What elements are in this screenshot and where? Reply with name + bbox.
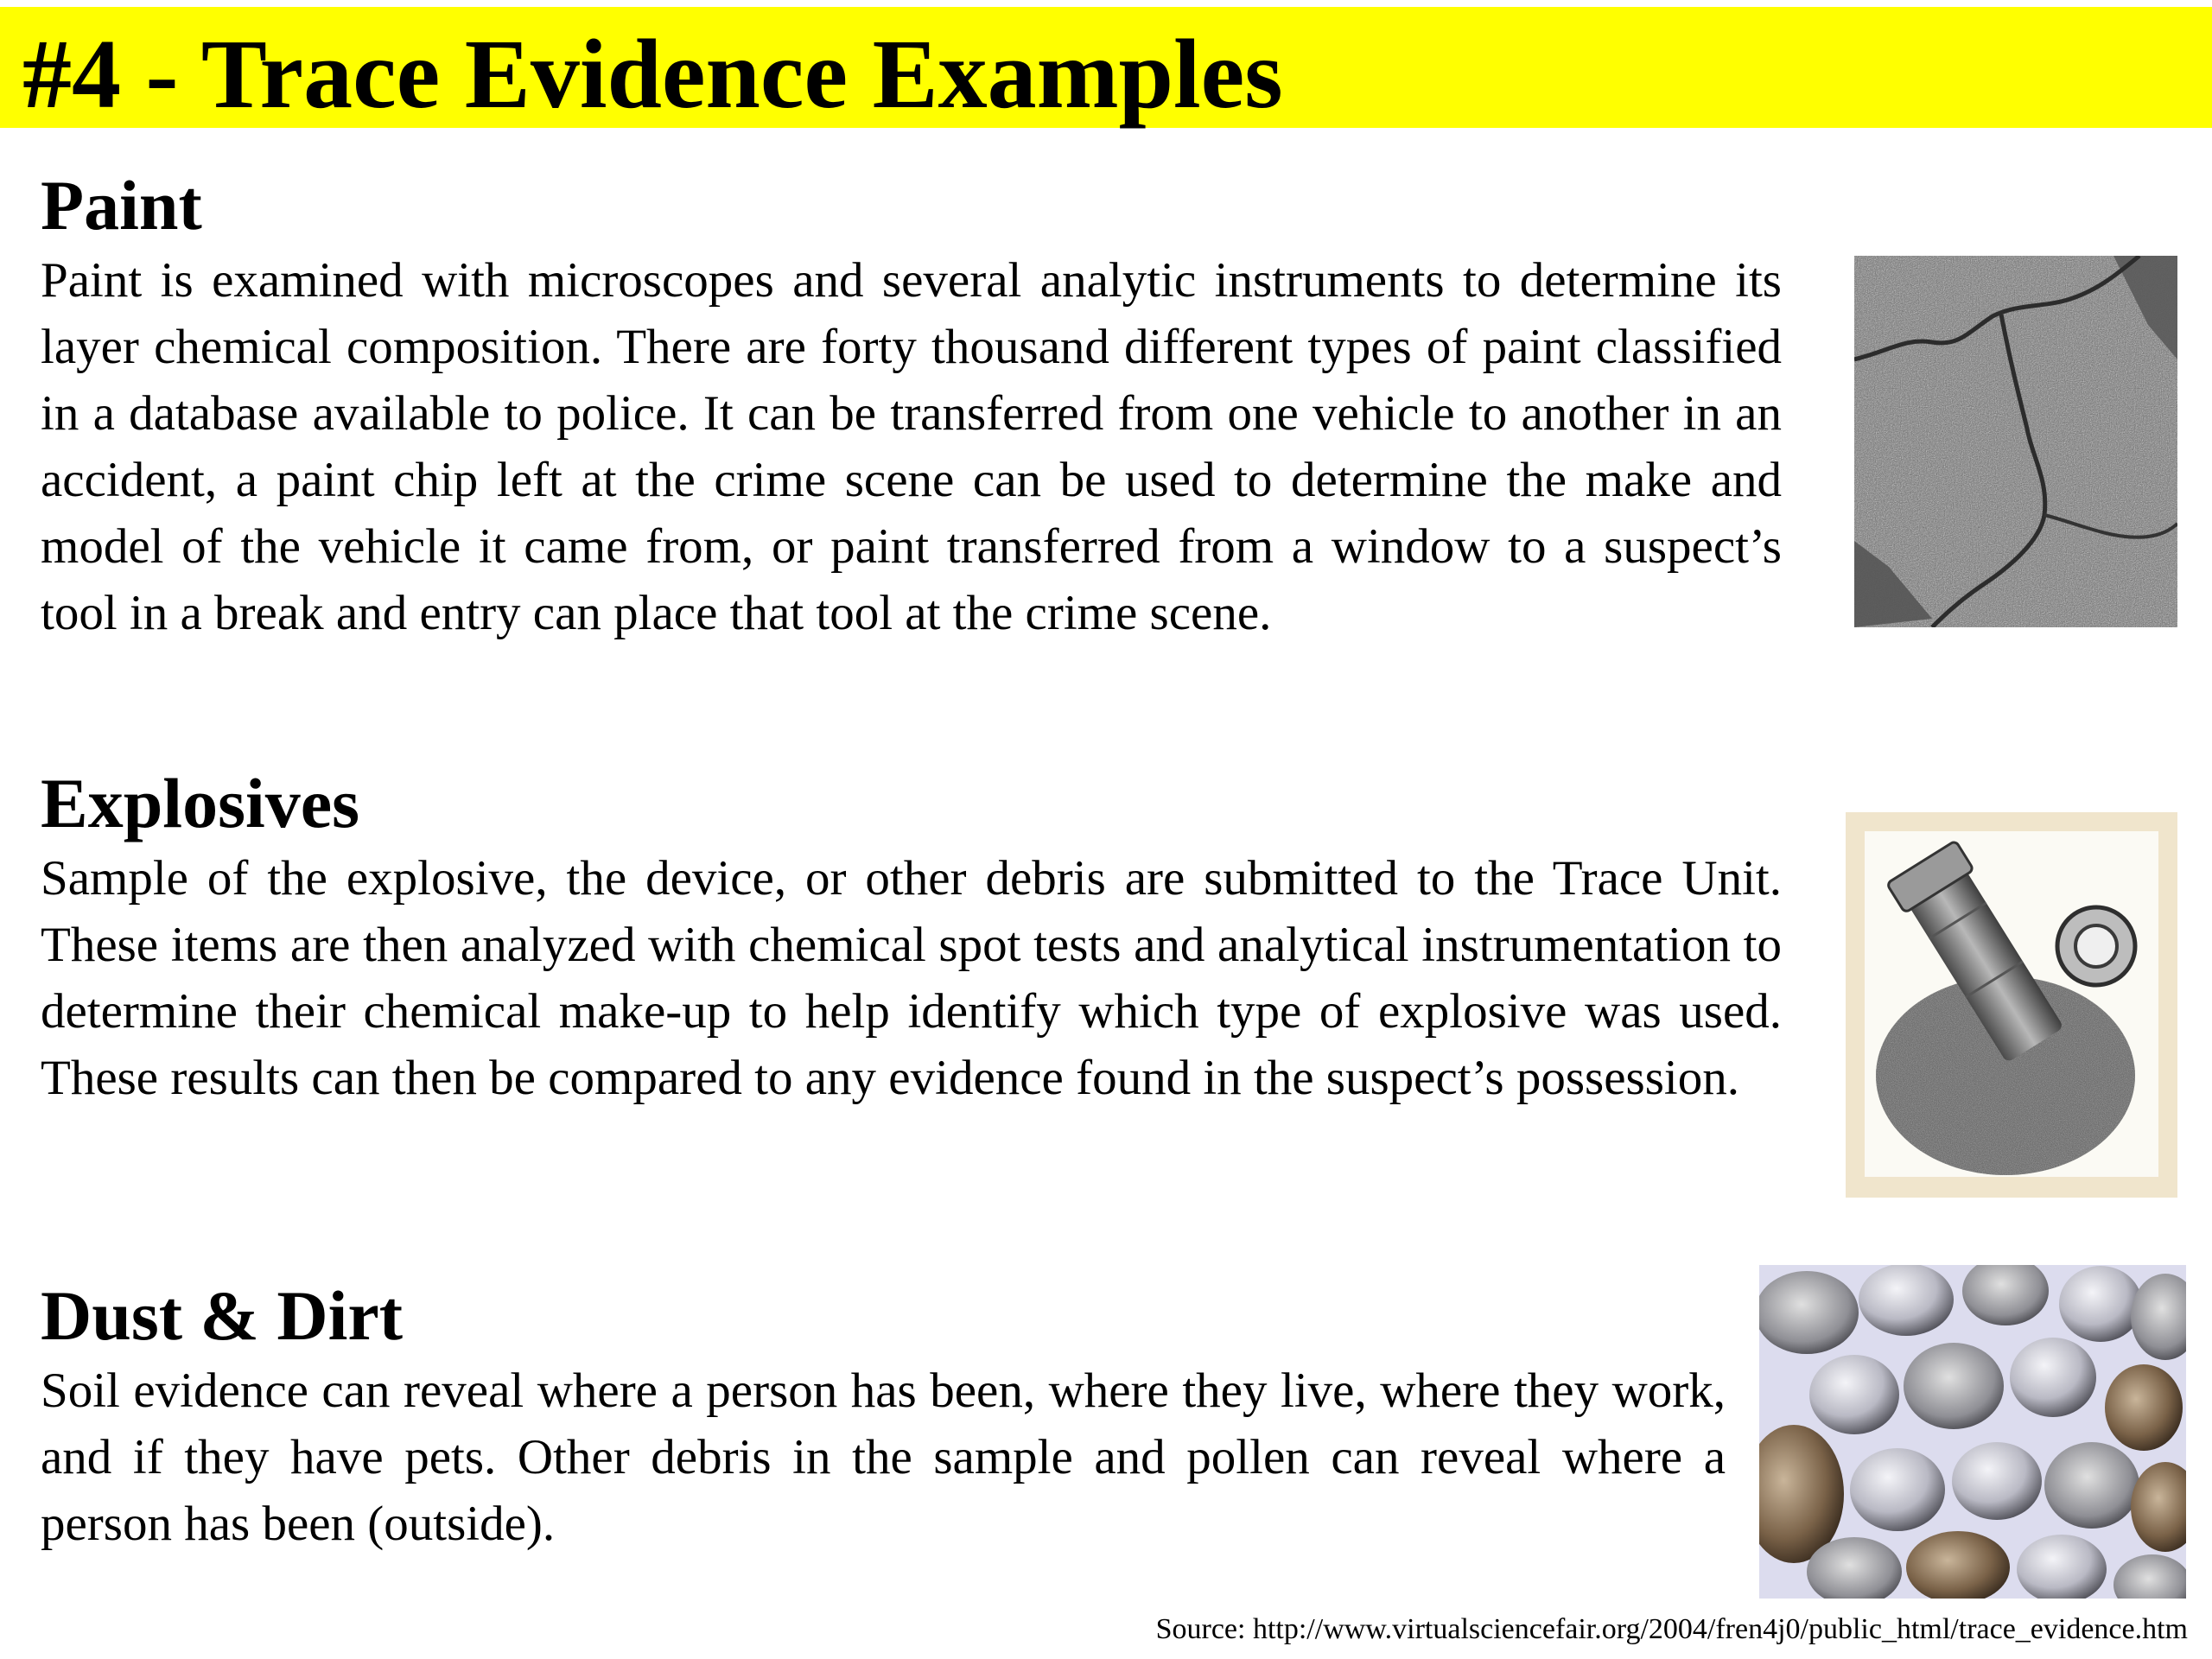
- title-bar: [0, 7, 2212, 128]
- section-explosives: [41, 762, 1782, 1111]
- sand-grains-photo: [1759, 1265, 2186, 1599]
- section-heading-explosives: Explosives: [41, 764, 360, 842]
- section-heading-dust-dirt: Dust & Dirt: [41, 1276, 404, 1355]
- section-dust-dirt: [41, 1274, 1726, 1557]
- section-body-dust-dirt: Soil evidence can reveal where a person has been, where they live, where they work, and if they have pets. Other debris in the sample and pollen can reveal where a person has been (outside).: [41, 1363, 1726, 1551]
- section-body-paint: Paint is examined with microscopes and several analytic instruments to determine its layer chemical composition. There are forty thousand different types of paint classified in a database available to police. It can be transferred from one vehicle to another in an accident, a paint chip left at the crime scene can be used to determine the make and model of the vehicle it came from, or paint transferred from a window to a suspect’s tool in a break and entry can place that tool at the crime scene.: [41, 253, 1782, 640]
- explosive-device-photo: [1846, 812, 2177, 1198]
- source-citation: Source: http://www.virtualsciencefair.org/2004/fren4j0/public_html/trace_evidence.htm: [1155, 1613, 2188, 1645]
- section-body-explosives: Sample of the explosive, the device, or other debris are submitted to the Trace Unit. These items are then analyzed with chemical spot tests and analytical instrumentation to determine their chemical make-up to help identify which type of explosive was used. These results can then be compared to any evidence found in the suspect’s possession.: [41, 851, 1782, 1105]
- paint-chip-photo: [1854, 256, 2177, 627]
- section-paint: [41, 164, 1782, 646]
- section-heading-paint: Paint: [41, 166, 202, 245]
- page-title: #4 - Trace Evidence Examples: [22, 19, 1283, 129]
